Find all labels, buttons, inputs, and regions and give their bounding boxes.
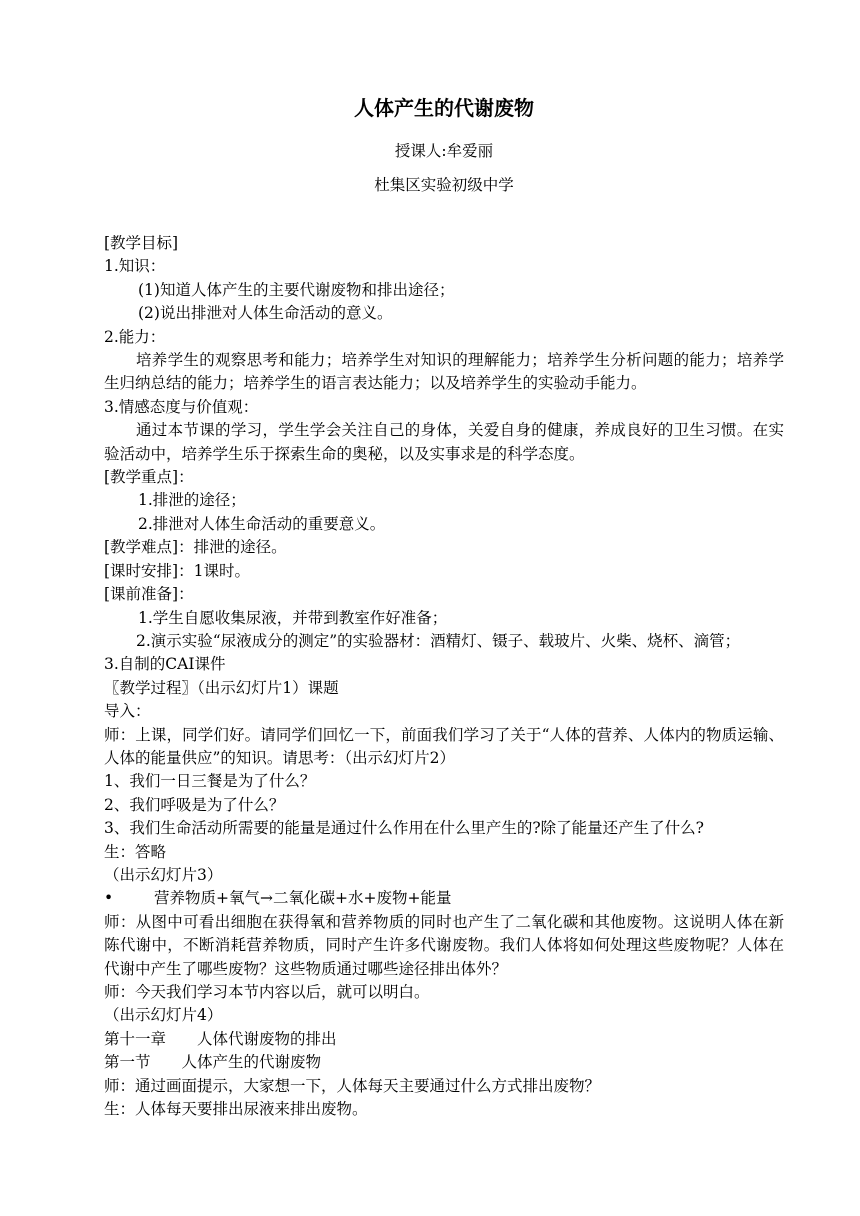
paragraph-line: [课前准备]：	[104, 585, 194, 604]
paragraph-line: 2.能力：	[104, 327, 166, 346]
paragraph-line: （出示幻灯片4）	[104, 1006, 223, 1025]
paragraph-line: 导入：	[104, 702, 151, 721]
paragraph-line: 3.情感态度与价值观：	[104, 397, 259, 416]
paragraph-line: [教学重点]：	[104, 468, 194, 487]
paragraph-line: 1.知识：	[104, 257, 166, 276]
bullet-item	[104, 887, 784, 910]
paragraph-line: 2、我们呼吸是为了什么？	[104, 795, 285, 814]
paragraph-line: 第十一章 人体代谢废物的排出	[104, 1029, 337, 1048]
paragraph-line: 生：人体每天要排出尿液来排出废物。	[104, 1100, 368, 1119]
paragraph-line: 师：通过画面提示，大家想一下，人体每天主要通过什么方式排出废物？	[104, 1076, 601, 1095]
paragraph-line: 3、我们生命活动所需要的能量是通过什么作用在什么里产生的?除了能量还产生了什么?	[104, 819, 704, 838]
document-body	[104, 232, 784, 887]
paragraph-line: 2.排泄对人体生命活动的重要意义。	[138, 514, 386, 533]
bullet-text: 营养物质+氧气→二氧化碳+水+废物+能量	[154, 889, 452, 908]
paragraph-line: [教学难点]：排泄的途径。	[104, 538, 287, 557]
paragraph-line: 师：从图中可看出细胞在获得氧和营养物质的同时也产生了二氧化碳和其他废物。这说明人体在新陈代谢中，不断消耗营养物质，同时产生许多代谢废物。我们人体将如何处理这些废物呢？人体在代谢中产生了哪些废物？这些物质通过哪些途径排出体外？	[104, 912, 784, 978]
paragraph-line: 1.学生自愿收集尿液，并带到教室作好准备；	[138, 608, 448, 627]
paragraph-line: 2.演示实验“尿液成分的测定”的实验器材：酒精灯、镊子、载玻片、火柴、烧杯、滴管；	[136, 631, 741, 650]
paragraph-line: (2)说出排泄对人体生命活动的意义。	[138, 304, 393, 323]
document-page	[104, 84, 784, 1121]
paragraph-line: （出示幻灯片3）	[104, 865, 223, 884]
paragraph-line: 生：答略	[104, 842, 167, 861]
paragraph-line: 师：今天我们学习本节内容以后，就可以明白。	[104, 983, 430, 1001]
paragraph-line: 〖教学过程〗（出示幻灯片1）课题	[104, 678, 339, 697]
paragraph-line: 1.排泄的途径；	[138, 491, 246, 510]
school-line: 杜集区实验初级中学	[374, 176, 514, 194]
bullet-dot: •	[104, 889, 114, 908]
paragraph-line: 1、我们一日三餐是为了什么？	[104, 772, 316, 791]
paragraph-line: 师：上课，同学们好。请同学们回忆一下，前面我们学习了关于“人体的营养、人体内的物质运输、人体的能量供应”的知识。请思考：（出示幻灯片2）	[104, 725, 784, 767]
paragraph-line: [教学目标]	[104, 234, 179, 252]
document-body-continued	[104, 911, 784, 1122]
paragraph-line: [课时安排]：1课时。	[104, 561, 250, 580]
paragraph-line: 通过本节课的学习，学生学会关注自己的身体，关爱自身的健康，养成良好的卫生习惯。在实验活动中，培养学生乐于探索生命的奥秘，以及实事求是的科学态度。	[104, 421, 784, 463]
teacher-line: 授课人:牟爱丽	[394, 142, 494, 160]
paragraph-line: 3.自制的CAI课件	[104, 655, 226, 674]
paragraph-line: 培养学生的观察思考和能力；培养学生对知识的理解能力；培养学生分析问题的能力；培养学生归纳总结的能力；培养学生的语言表达能力；以及培养学生的实验动手能力。	[104, 351, 784, 393]
paragraph-line: (1)知道人体产生的主要代谢废物和排出途径；	[138, 280, 455, 299]
paragraph-line: 第一节 人体产生的代谢废物	[104, 1053, 322, 1072]
document-title: 人体产生的代谢废物	[354, 96, 534, 120]
